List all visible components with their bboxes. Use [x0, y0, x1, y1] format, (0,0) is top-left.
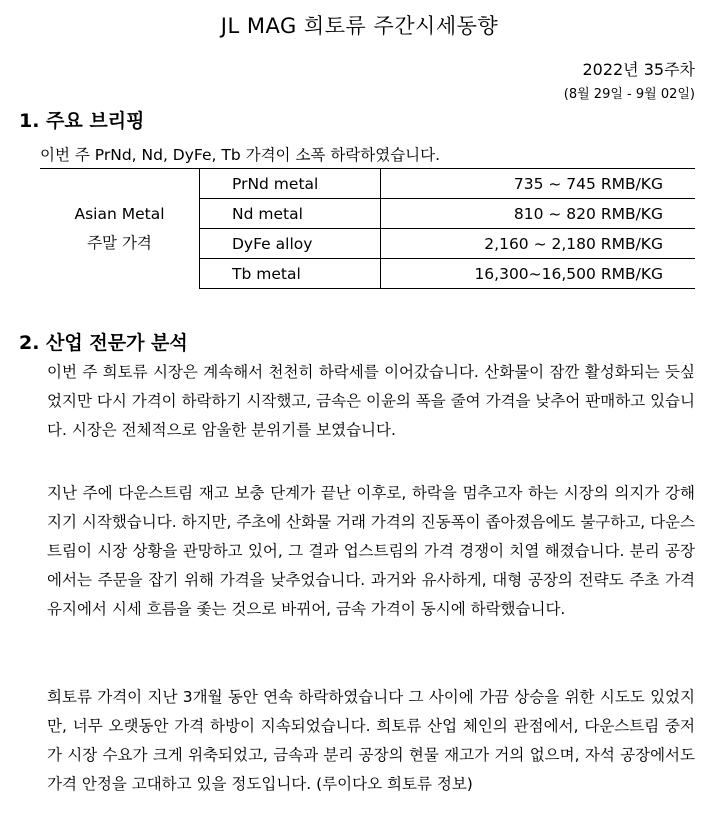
metal-price: 2,160 ~ 2,180 RMB/KG: [381, 229, 696, 259]
metal-name: Tb metal: [200, 259, 381, 289]
metal-name: PrNd metal: [200, 169, 381, 199]
analysis-paragraph: 희토류 가격이 지난 3개월 동안 연속 하락하였습니다 그 사이에 가끔 상승을 위한 시도도 있었지만, 너무 오랫동안 가격 하방이 지속되었습니다. 희토류 산업 체인의 관점에서, 다운스트림 중저가 시장 수요가 크게 위축되었고, 금속과 분리 공장의 현물 재고가 거의 없으며, 자석 공장에서도 가격 안정을 고대하고 있을 정도입니다. (루이다오 희토류 정보): [47, 688, 695, 793]
metal-price: 810 ~ 820 RMB/KG: [381, 199, 696, 229]
issue-week: 2022년 35주차: [582, 60, 695, 79]
briefing-intro: 이번 주 PrNd, Nd, DyFe, Tb 가격이 소폭 하락하였습니다.: [40, 146, 441, 164]
document-title: JL MAG 희토류 주간시세동향: [220, 14, 499, 38]
section-1-heading: 1. 주요 브리핑: [19, 110, 145, 132]
metal-price: 16,300~16,500 RMB/KG: [381, 259, 696, 289]
metal-name: Nd metal: [200, 199, 381, 229]
price-table: [40, 168, 695, 289]
metal-name: DyFe alloy: [200, 229, 381, 259]
analysis-paragraph: 이번 주 희토류 시장은 계속해서 천천히 하락세를 이어갔습니다. 산화물이 잠깐 활성화되는 듯싶었지만 다시 가격이 하락하기 시작했고, 금속은 이윤의 폭을 줄여 가격을 낮추어 판매하고 있습니다. 시장은 전체적으로 암울한 분위기를 보였습니다.: [47, 363, 696, 439]
metal-price: 735 ~ 745 RMB/KG: [381, 169, 696, 199]
analysis-paragraph: 지난 주에 다운스트림 재고 보충 단계가 끝난 이후로, 하락을 멈추고자 하는 시장의 의지가 강해지기 시작했습니다. 하지만, 주초에 산화물 거래 가격의 진동폭이 좁아졌음에도 불구하고, 다운스트림이 시장 상황을 관망하고 있어, 그 결과 업스트림의 가격 경쟁이 치열 해졌습니다. 분리 공장에서는 주문을 잡기 위해 가격을 낮추었습니다. 과거와 유사하게, 대형 공장의 전략도 주초 가격 유지에서 시세 흐름을 좇는 것으로 바뀌어, 금속 가격이 동시에 하락했습니다.: [47, 484, 696, 618]
date-range: (8월 29일 - 9월 02일): [563, 87, 695, 102]
section-2-heading: 2. 산업 전문가 분석: [19, 332, 188, 354]
price-source-period: 주말 가격: [87, 233, 152, 252]
price-source-name: Asian Metal: [74, 204, 165, 223]
price-source-label: [40, 169, 200, 289]
table-row: [40, 169, 695, 199]
